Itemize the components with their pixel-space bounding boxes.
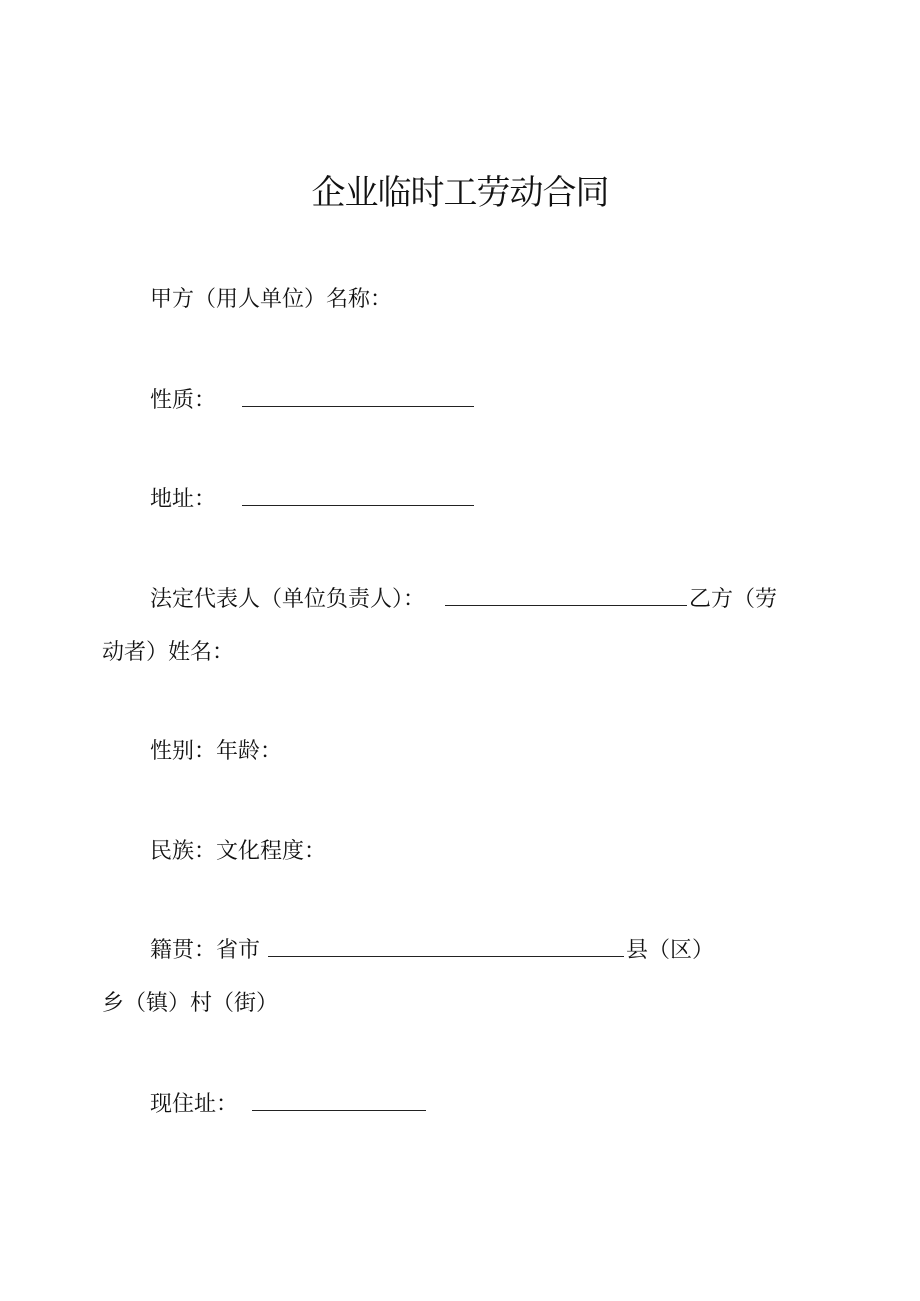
- current-address-label: 现住址：: [150, 1092, 239, 1117]
- document-title: 企业临时工劳动合同: [311, 173, 609, 213]
- county-label: 县（区）: [626, 938, 715, 963]
- current-address-blank[interactable]: [252, 1090, 426, 1111]
- legal-rep-label: 法定代表人（单位负责人）：: [150, 587, 426, 612]
- legal-rep-blank[interactable]: [445, 585, 687, 606]
- nature-row: [150, 386, 476, 416]
- address-blank[interactable]: [242, 485, 474, 506]
- party-b-prefix: 乙方（劳: [689, 587, 778, 612]
- legal-rep-row: [150, 585, 777, 615]
- ethnicity-education-label: 民族：文化程度：: [150, 839, 327, 864]
- nature-blank[interactable]: [242, 386, 474, 407]
- native-place-label: 籍贯：省市: [150, 938, 261, 963]
- address-row: [150, 485, 476, 515]
- current-address-row: [150, 1090, 428, 1120]
- township-label: 乡（镇）村（街）: [102, 991, 279, 1016]
- address-label: 地址：: [150, 487, 217, 512]
- gender-age-label: 性别：年龄：: [150, 739, 283, 764]
- party-a-name-label: 甲方（用人单位）名称：: [150, 287, 393, 312]
- native-place-row: [150, 936, 714, 966]
- native-place-blank[interactable]: [268, 936, 624, 957]
- party-b-name-label: 动者）姓名：: [102, 640, 235, 665]
- nature-label: 性质：: [150, 388, 217, 413]
